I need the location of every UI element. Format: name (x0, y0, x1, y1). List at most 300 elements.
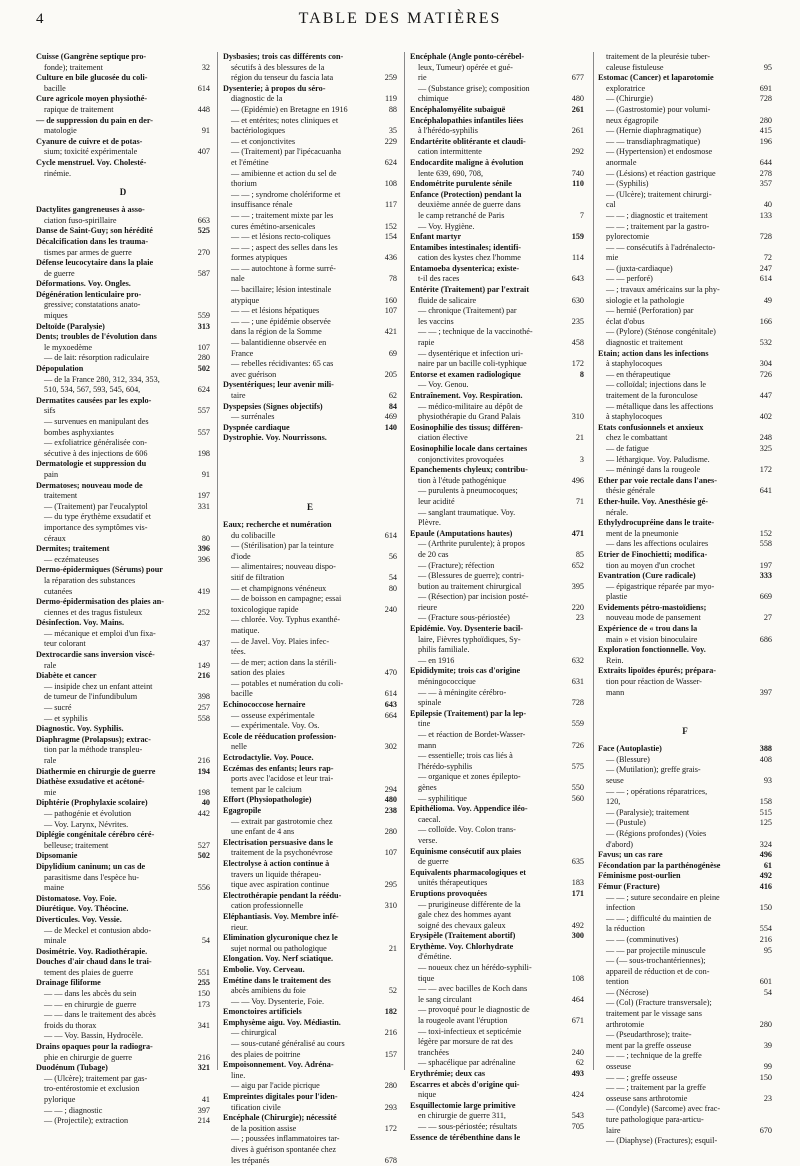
entry-text: line. (231, 1070, 246, 1080)
index-entry (598, 126, 772, 137)
entry-text: — dysentérique et infection uri- (418, 348, 524, 358)
index-entry (410, 423, 584, 434)
entry-text: — colloïdal; injections dans le (606, 380, 707, 390)
entry-text: le sang circulant (418, 994, 472, 1004)
entry-text: Evantration (Cure radicale) (598, 571, 696, 581)
index-entry (598, 433, 772, 444)
entry-text: — — ; traitement mixte par les (231, 210, 334, 220)
entry-text: Dysentériques; leur avenir mili- (223, 380, 334, 390)
section-letter: E (306, 501, 313, 512)
index-entry (223, 1060, 397, 1071)
entry-text: — osseuse expérimentale (231, 710, 315, 720)
index-entry (36, 300, 210, 311)
index-entry (223, 264, 397, 275)
page-ref: 614 (197, 83, 210, 93)
index-entry (598, 1051, 772, 1062)
page-ref: 214 (197, 1116, 210, 1126)
index-entry (36, 1031, 210, 1042)
index-entry (36, 1053, 210, 1064)
index-entry (410, 931, 584, 942)
index-entry (598, 158, 772, 169)
index-entry (223, 711, 397, 722)
index-entry (223, 349, 397, 360)
page-ref: 691 (759, 83, 772, 93)
index-entry (598, 1115, 772, 1126)
index-entry (598, 1041, 772, 1052)
index-entry (36, 968, 210, 979)
entry-text: la réparation des substances (44, 575, 136, 585)
entry-text: tranchées (418, 1047, 449, 1057)
index-entry (410, 264, 584, 275)
page-ref: 397 (197, 1105, 210, 1115)
entry-text: Ectrodactylie. Voy. Pouce. (223, 753, 314, 763)
index-entry (223, 126, 397, 137)
page-ref: 166 (759, 316, 772, 326)
index-entry (598, 222, 772, 233)
index-entry (36, 63, 210, 74)
page-ref: 235 (571, 316, 584, 326)
entry-text: mie (606, 253, 619, 263)
index-entry (36, 459, 210, 470)
entry-text: atypique (231, 295, 260, 305)
entry-text: le camp retranché de Paris (418, 210, 505, 220)
entry-text: — — Voy. Bassin, Hydrocèle. (44, 1031, 143, 1041)
index-entry (598, 914, 772, 925)
index-entry (36, 682, 210, 693)
page-ref: 78 (388, 274, 397, 284)
entry-text: Culture en bile glucosée du coli- (36, 73, 148, 83)
page-ref: 302 (384, 742, 397, 752)
index-entry (598, 988, 772, 999)
entry-text: cutanées (44, 586, 73, 596)
entry-text: Epidémie. Voy. Dysenterie bacil- (410, 624, 524, 634)
index-entry (410, 603, 584, 614)
index-entry (36, 311, 210, 322)
index-entry (36, 523, 210, 534)
index-entry (410, 211, 584, 222)
page-ref: 587 (197, 268, 210, 278)
index-entry (410, 338, 584, 349)
index-entry (223, 243, 397, 254)
entry-text: — extrait par gastrotomie chez (231, 816, 333, 826)
entry-text: ment de la pneumonie (606, 528, 679, 538)
page-ref: 419 (197, 586, 210, 596)
index-entry (598, 1126, 772, 1137)
index-entry (410, 709, 584, 720)
entry-text: diagnostic de la (231, 94, 283, 104)
entry-text: tine (418, 719, 431, 729)
index-entry (223, 158, 397, 169)
entry-text: Cure agricole moyen physiothé- (36, 94, 148, 104)
page-ref: 643 (384, 700, 397, 710)
entry-text: tique avec aspiration continue (231, 880, 329, 890)
index-entry (410, 1090, 584, 1101)
index-entry (36, 926, 210, 937)
index-entry (598, 935, 772, 946)
index-entry (36, 158, 210, 169)
index-entry (36, 1106, 210, 1117)
index-entry (223, 933, 397, 944)
entry-text: — eczémateuses (44, 554, 99, 564)
entry-text: Fémur (Fracture) (598, 881, 660, 891)
entry-text: gale chez des hommes ayant (418, 910, 512, 920)
entry-text: fonde); traitement (44, 62, 103, 72)
index-entry (598, 444, 772, 455)
index-entry (598, 871, 772, 882)
index-entry (223, 423, 397, 434)
index-entry (598, 967, 772, 978)
entry-text: Ether-huile. Voy. Anesthésie gé- (598, 496, 709, 506)
entry-text: — (Ulcère); traitement par gas- (44, 1073, 148, 1083)
index-entry (410, 825, 584, 836)
entry-text: de 20 cas (418, 549, 449, 559)
entry-text: de guerre (44, 268, 75, 278)
entry-text: pylorique (44, 1095, 76, 1104)
index-entry (598, 476, 772, 487)
index-entry (410, 582, 584, 593)
index-entry (36, 428, 210, 439)
page-ref: 641 (759, 486, 772, 496)
index-entry (598, 274, 772, 285)
index-entry (36, 322, 210, 333)
page-ref: 408 (759, 754, 772, 764)
index-entry (410, 1037, 584, 1048)
index-entry (36, 364, 210, 375)
index-entry (598, 624, 772, 635)
entry-text: — survenues en manipulant des (44, 417, 149, 426)
index-entry (410, 698, 584, 709)
entry-text: à staphylocoques (606, 359, 663, 369)
index-entry (36, 470, 210, 481)
page-ref: 56 (388, 551, 397, 561)
page-ref: 421 (384, 327, 397, 337)
index-entry (598, 508, 772, 519)
page-ref: 402 (759, 412, 772, 422)
entry-text: nale (231, 274, 245, 284)
index-entry (36, 290, 210, 301)
page-ref: 341 (197, 1020, 210, 1030)
entry-text: Endocardite maligne à évolution (410, 157, 524, 167)
page-ref: 726 (759, 369, 772, 379)
entry-text: — pathogénie et évolution (44, 808, 132, 818)
entry-text: sation des plaies (231, 668, 285, 678)
index-entry (598, 529, 772, 540)
entry-text: nique (418, 1090, 437, 1100)
index-entry (598, 787, 772, 798)
index-entry (598, 808, 772, 819)
page-ref: 726 (571, 740, 584, 750)
page-ref: 40 (201, 798, 210, 808)
entry-text: ciation fuso-spirillaire (44, 215, 117, 225)
entry-text: bombes asphyxiantes (44, 427, 114, 437)
page-ref: 557 (197, 427, 210, 437)
page-number: 4 (36, 11, 44, 27)
entry-text: Empoisonnement. Voy. Adréna- (223, 1060, 334, 1070)
index-entry (223, 211, 397, 222)
page-ref: 728 (759, 232, 772, 242)
index-entry (410, 402, 584, 413)
entry-text: traitement de la furonculose (606, 391, 698, 400)
index-entry (36, 52, 210, 63)
entry-text: — (Pustule) (606, 818, 646, 828)
index-entry (223, 764, 397, 775)
entry-text: les trépanés (231, 1155, 270, 1165)
entry-text: — — et lésions hépatiques (231, 306, 320, 316)
index-entry (223, 306, 397, 317)
index-entry (410, 476, 584, 487)
entry-text: — de mer; action dans la stérili- (231, 657, 337, 667)
entry-text: — et champignons vénéneux (231, 583, 327, 593)
page-ref: 310 (571, 412, 584, 422)
index-entry (598, 882, 772, 893)
page-ref: 173 (197, 999, 210, 1009)
index-entry (223, 668, 397, 679)
page-ref: 99 (763, 1062, 772, 1072)
entry-text: — hernié (Perforation) par (606, 306, 694, 316)
entry-text: abcès amibiens du foie (231, 986, 306, 996)
index-entry (598, 666, 772, 677)
index-column-3 (410, 52, 584, 1142)
entry-text: — toxi-infectieux et septicémie (418, 1026, 522, 1036)
entry-text: seuse (606, 776, 624, 785)
entry-text: Entraînement. Voy. Respiration. (410, 391, 523, 400)
index-entry (36, 809, 210, 820)
entry-text: — (Syphilis) (606, 179, 649, 189)
index-entry (410, 63, 584, 74)
index-entry (223, 986, 397, 997)
page-ref: 437 (197, 639, 210, 649)
entry-text: siologie et la pathologie (606, 295, 685, 305)
page-ref: 23 (575, 613, 584, 623)
entry-text: à staphylocoques (606, 412, 663, 422)
index-entry (223, 848, 397, 859)
page-ref: 424 (571, 1090, 584, 1100)
index-entry (223, 63, 397, 74)
index-entry (410, 327, 584, 338)
index-entry (223, 944, 397, 955)
index-entry (223, 997, 397, 1008)
entry-text: — (Hypertension) et endosmose (606, 147, 713, 157)
entry-text: — (Paralysie); traitement (606, 807, 690, 817)
index-entry (223, 253, 397, 264)
index-entry (598, 946, 772, 957)
entry-text: Escarres et abcès d'origine qui- (410, 1079, 520, 1089)
page-ref: 172 (384, 1123, 397, 1133)
page-ref: 69 (388, 348, 397, 358)
entry-text: Enfance (Protection) pendant la (410, 189, 522, 199)
index-entry (223, 1156, 397, 1166)
page-ref: 240 (384, 604, 397, 614)
index-entry (223, 222, 397, 233)
index-entry (36, 438, 210, 449)
index-entry (598, 380, 772, 391)
page-ref: 669 (759, 592, 772, 602)
index-entry (36, 491, 210, 502)
page-ref: 664 (384, 710, 397, 720)
index-entry (598, 656, 772, 667)
page-ref: 663 (197, 215, 210, 225)
entry-text: — — ; aspect des selles dans les (231, 242, 338, 252)
index-entry (598, 688, 772, 699)
index-entry (598, 635, 772, 646)
index-entry (410, 677, 584, 688)
entry-text: travers un liquide thérapeu- (231, 869, 322, 879)
entry-text: Exploration fonctionnelle. Voy. (598, 645, 706, 655)
entry-text: — — ; traitement par la gastro- (606, 221, 710, 231)
page-ref: 140 (384, 422, 397, 432)
index-entry (36, 512, 210, 523)
entry-text: Distomatose. Voy. Foie. (36, 893, 117, 903)
entry-text: — sucré (44, 703, 72, 713)
entry-text: — en 1916 (418, 655, 455, 665)
entry-text: à l'hérédo-syphilis (418, 126, 478, 136)
entry-text: Electrolyse à action continue à (223, 858, 330, 868)
entry-text: Entorse et examen radiologique (410, 369, 521, 379)
page-ref: 415 (759, 126, 772, 136)
page-ref: 575 (571, 761, 584, 771)
entry-text: Elimination glycuronique chez le (223, 933, 338, 943)
entry-text: spinale (418, 698, 442, 708)
page-ref: 93 (763, 776, 772, 785)
entry-text: Etrier de Finochietti; modifica- (598, 549, 708, 559)
index-entry (410, 200, 584, 211)
index-entry (410, 1122, 584, 1133)
entry-text: — (— sous-trochantériennes); (606, 956, 706, 966)
entry-text: Dystrophie. Voy. Nourrissons. (223, 433, 327, 443)
index-entry (410, 857, 584, 868)
page-ref: 198 (197, 787, 210, 797)
page-ref: 152 (384, 221, 397, 231)
index-entry (36, 894, 210, 905)
index-entry (598, 327, 772, 338)
entry-text: en chirurgie de guerre 311, (418, 1111, 506, 1121)
page-ref: 95 (763, 945, 772, 955)
index-entry (223, 827, 397, 838)
index-entry (598, 1104, 772, 1115)
index-entry (36, 576, 210, 587)
index-entry (36, 1010, 210, 1021)
index-entry (410, 878, 584, 889)
page-ref: 171 (571, 888, 584, 898)
entry-text: exploratrice (606, 83, 646, 93)
page-ref: 80 (201, 533, 210, 543)
entry-text: — sphacélique par adrénaline (418, 1058, 516, 1068)
page-ref: 740 (571, 168, 584, 178)
entry-text: — (Traitement) par l'ipécacuanha (231, 147, 342, 157)
index-entry (410, 804, 584, 815)
page-ref: 559 (571, 719, 584, 729)
entry-text: Essence de térébenthine dans le (410, 1132, 521, 1142)
index-entry (223, 795, 397, 806)
index-entry (410, 190, 584, 201)
index-entry (223, 806, 397, 817)
page-ref: 182 (384, 1007, 397, 1017)
entry-text: — en thérapeutique (606, 369, 671, 379)
index-entry (598, 423, 772, 434)
page-ref: 150 (759, 1072, 772, 1082)
page-ref: 643 (571, 274, 584, 284)
entry-text: — ; poussées inflammatoires tar- (231, 1134, 340, 1144)
entry-text: Eosinophilie locale dans certaines (410, 443, 528, 453)
index-entry (410, 317, 584, 328)
page-ref: 62 (388, 391, 397, 400)
index-entry (36, 947, 210, 958)
page-ref: 7 (579, 210, 584, 220)
entry-text: minale (44, 936, 67, 946)
entry-text: — prurigineuse différente de la (418, 899, 521, 909)
index-entry (598, 1030, 772, 1041)
page-ref: 677 (571, 73, 584, 83)
page-ref: 80 (388, 583, 397, 593)
index-entry (410, 645, 584, 656)
entry-text: cures émétino-arsenicales (231, 221, 316, 231)
entry-text: rapie (418, 338, 435, 348)
entry-text: ciation élective (418, 433, 468, 443)
spacer (223, 484, 397, 494)
entry-text: — (Régions profondes) (Voies (606, 828, 707, 838)
index-entry (410, 274, 584, 285)
page-ref: 91 (201, 469, 210, 479)
entry-text: Emétine dans le traitement des (223, 975, 331, 985)
entry-text: — noueux chez un hérédo-syphili- (418, 963, 532, 973)
entry-text: Diverticules. Voy. Vessie. (36, 914, 122, 924)
entry-text: Fécondation par la parthénogénèse (598, 860, 721, 870)
entry-text: Rein. (606, 655, 624, 665)
index-entry (410, 232, 584, 243)
page-ref: 554 (759, 924, 772, 934)
entry-text: Equinisme consécutif aux plaies (410, 846, 522, 856)
entry-text: — (Blessure) (606, 754, 650, 764)
index-entry (410, 1111, 584, 1122)
entry-text: — mécanique et emploi d'un fixa- (44, 628, 156, 638)
entry-text: — et syphilis (44, 713, 88, 723)
entry-text: Endométrite purulente sénile (410, 179, 512, 189)
entry-text: Danse de Saint-Guy; son hérédité (36, 226, 153, 236)
index-entry (410, 900, 584, 911)
entry-text: Dents; troubles de l'évolution dans (36, 332, 157, 342)
page-ref: 469 (384, 412, 397, 422)
entry-text: — de suppression du pain en der- (36, 115, 153, 125)
page-ref: 324 (759, 839, 772, 849)
entry-text: Dermatologie et suppression du (36, 459, 147, 469)
entry-text: — de boisson en campagne; essai (231, 594, 342, 604)
entry-text: — provoqué pour le diagnostic de (418, 1005, 530, 1015)
index-entry (36, 830, 210, 841)
entry-text: neux égagropile (606, 115, 659, 125)
index-entry (223, 901, 397, 912)
page-ref: 197 (759, 560, 772, 570)
entry-text: thorium (231, 179, 257, 189)
index-entry (410, 550, 584, 561)
entry-text: — sanglant traumatique. Voy. (418, 507, 516, 517)
index-entry (223, 753, 397, 764)
index-entry (36, 94, 210, 105)
index-entry (223, 541, 397, 552)
index-entry (223, 615, 397, 626)
index-entry (598, 924, 772, 935)
index-entry (598, 840, 772, 851)
page-ref: 614 (384, 530, 397, 540)
entry-text: Eléphantiasis. Voy. Membre infé- (223, 911, 339, 921)
index-entry (410, 635, 584, 646)
index-entry (598, 550, 772, 561)
entry-text: thésie générale (606, 486, 655, 496)
entry-text: — — Voy. Dysenterie, Foie. (231, 996, 325, 1006)
entry-text: bution au traitement chirurgical (418, 581, 522, 591)
index-entry (223, 679, 397, 690)
page-ref: 8 (579, 369, 584, 379)
entry-text: — rebelles récidivantes: 65 cas (231, 359, 334, 369)
